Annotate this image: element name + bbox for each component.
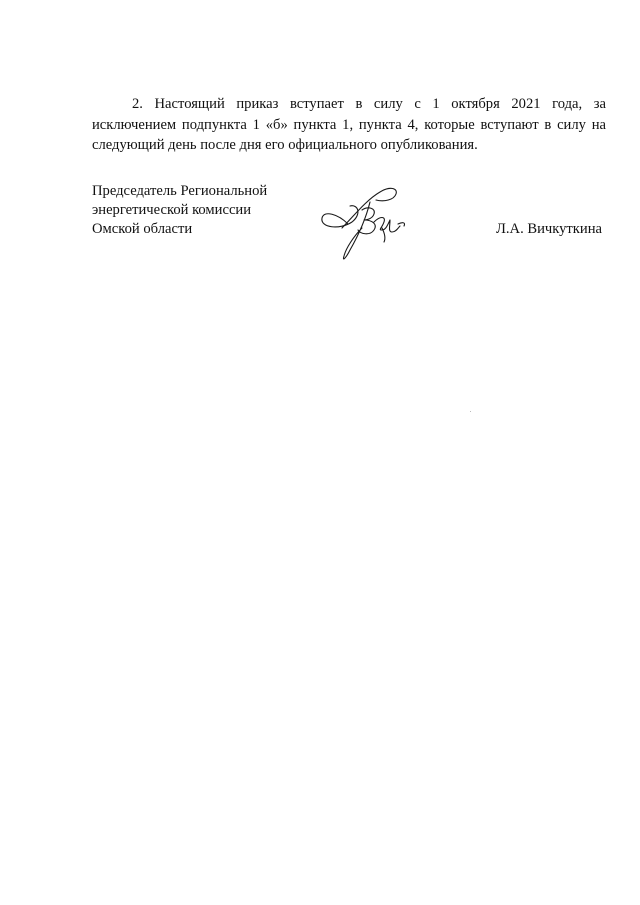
signer-position (92, 182, 267, 239)
clause-2-text: 2. Настоящий приказ вступает в силу с 1 октября 2021 года, за исключением подпункта 1 «б» пункта 1, пункта 4, которые вступают в силу на следующий день после дня его официального опубликования. (92, 96, 606, 153)
signer-name: Л.А. Вичкуткина (495, 221, 602, 237)
handwritten-signature-icon (318, 184, 414, 264)
scan-speck (470, 411, 471, 412)
signer-position-line-2: энергетической комиссии (92, 202, 252, 218)
signer-position-line-1: Председатель Региональной (92, 183, 268, 199)
signer-position-line-3: Омской области (92, 221, 193, 237)
